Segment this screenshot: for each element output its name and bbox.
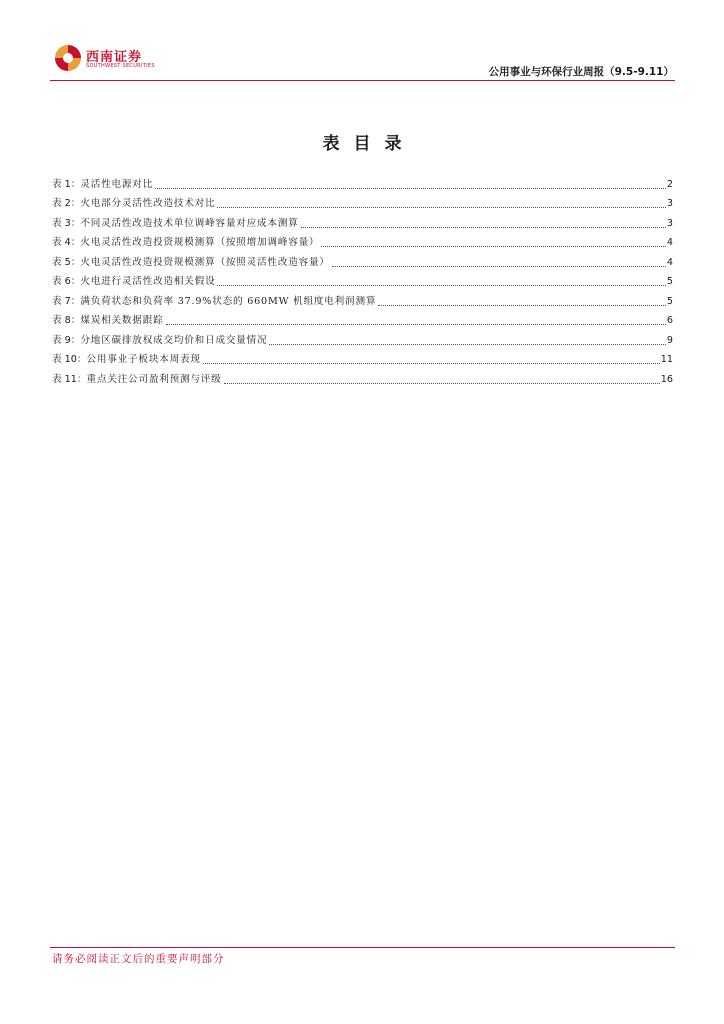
toc-entry-label: 表 10： — [52, 354, 87, 365]
dot-leader — [155, 187, 666, 189]
toc-entry-label: 表 1： — [52, 178, 81, 190]
dot-leader — [269, 343, 665, 345]
dot-leader — [301, 226, 666, 228]
toc-entry-label: 表 7： — [52, 295, 81, 307]
toc-entry-label: 表 8： — [52, 315, 81, 326]
toc-entry-label: 表 5： — [52, 256, 81, 268]
page-header — [0, 0, 724, 84]
toc-title: 表目录 — [322, 134, 416, 154]
toc-entry-label: 表 6： — [52, 276, 81, 287]
toc-entry-text: 火电部分灵活性改造技术对比 — [80, 198, 216, 209]
toc-entry-7[interactable] — [52, 288, 673, 308]
dot-leader — [203, 362, 660, 364]
toc-entry-5[interactable] — [52, 249, 673, 269]
toc-entry-11[interactable] — [52, 366, 673, 386]
toc-entry-label: 表 11： — [52, 373, 87, 385]
toc-entry-text: 重点关注公司盈利预测与评级 — [86, 373, 222, 385]
toc-entry-text: 火电进行灵活性改造相关假设 — [80, 276, 216, 287]
toc-entry-page: 6 — [666, 315, 673, 326]
dot-leader — [217, 206, 665, 208]
toc-entry-text: 火电灵活性改造投资规模测算（按照增加调峰容量） — [80, 237, 320, 248]
toc-entry-label: 表 4： — [52, 237, 81, 248]
footer-disclaimer: 请务必阅读正文后的重要声明部分 — [52, 953, 225, 965]
report-title: 公用事业与环保行业周报（9.5-9.11） — [488, 66, 674, 78]
dot-leader — [217, 284, 665, 286]
logo-emblem-icon — [54, 44, 82, 72]
toc-entry-page: 16 — [660, 373, 673, 385]
toc-entry-label: 表 3： — [52, 217, 81, 229]
toc-entry-2[interactable] — [52, 191, 673, 211]
dot-leader — [224, 382, 660, 384]
table-of-contents — [52, 171, 673, 386]
toc-entry-3[interactable] — [52, 210, 673, 230]
dot-leader — [321, 245, 665, 247]
dot-leader — [378, 304, 666, 306]
toc-entry-page: 5 — [666, 295, 673, 307]
toc-entry-label: 表 2： — [52, 198, 81, 209]
toc-entry-6[interactable] — [52, 269, 673, 289]
toc-entry-page: 3 — [666, 198, 673, 209]
toc-entry-text: 煤炭相关数据跟踪 — [80, 315, 164, 326]
toc-entry-text: 火电灵活性改造投资规模测算（按照灵活性改造容量） — [80, 256, 330, 268]
toc-entry-text: 满负荷状态和负荷率 37.9%状态的 660MW 机组度电利润测算 — [80, 295, 377, 307]
toc-entry-1[interactable] — [52, 171, 673, 191]
logo-chinese-name: 西南证券 — [86, 50, 143, 65]
header-divider — [50, 80, 675, 81]
footer-divider — [50, 947, 675, 948]
company-logo — [54, 44, 164, 76]
dot-leader — [332, 265, 666, 267]
toc-entry-page: 4 — [666, 256, 673, 268]
toc-entry-page: 9 — [666, 334, 673, 346]
toc-entry-text: 公用事业子板块本周表现 — [86, 354, 201, 365]
toc-entry-4[interactable] — [52, 230, 673, 250]
toc-entry-page: 5 — [666, 276, 673, 287]
logo-english-name: SOUTHWEST SECURITIES — [86, 63, 155, 69]
toc-entry-text: 灵活性电源对比 — [80, 178, 154, 190]
toc-entry-page: 2 — [666, 178, 673, 190]
toc-entry-page: 11 — [660, 354, 673, 365]
toc-entry-text: 不同灵活性改造技术单位调峰容量对应成本测算 — [80, 217, 299, 229]
toc-entry-10[interactable] — [52, 347, 673, 367]
toc-entry-8[interactable] — [52, 308, 673, 328]
dot-leader — [166, 323, 666, 325]
toc-entry-9[interactable] — [52, 327, 673, 347]
toc-entry-page: 3 — [666, 217, 673, 229]
toc-entry-label: 表 9： — [52, 334, 81, 346]
toc-entry-page: 4 — [666, 237, 673, 248]
toc-entry-text: 分地区碳排放权成交均价和日成交量情况 — [80, 334, 268, 346]
